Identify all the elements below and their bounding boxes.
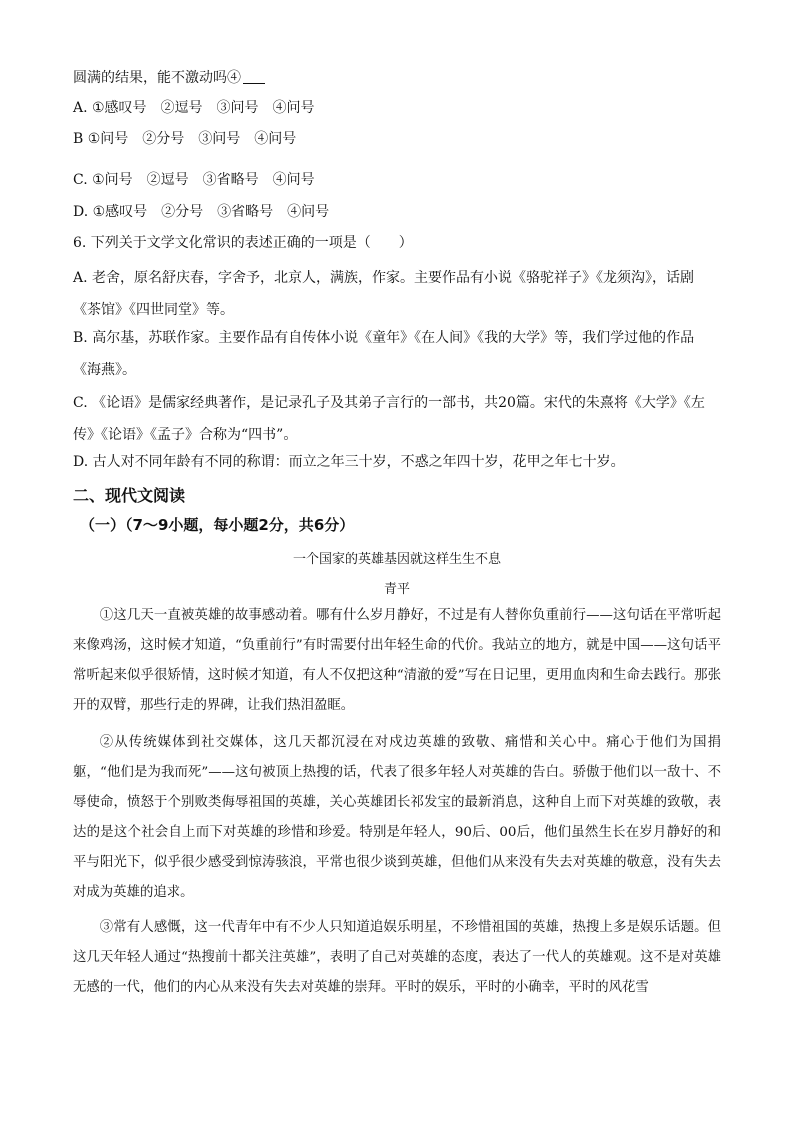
question-5-tail <box>73 68 721 88</box>
question-5-tail-text: 圆满的结果，能不激动吗④ <box>73 70 241 86</box>
option-5-b: B ①问号 ②分号 ③问号 ④问号 <box>73 131 297 147</box>
answer-blank <box>243 69 265 84</box>
option-5-d: D. ①感叹号 ②分号 ③省略号 ④问号 <box>73 204 330 220</box>
article-paragraph-3: ③常有人感慨，这一代青年中有不少人只知道追娱乐明星，不珍惜祖国的英雄，热搜上多是娱乐话题。但这几天年轻人通过“热搜前十都关注英雄”，表明了自己对英雄的态度，表达了一代人的英雄观。这不是对英雄无感的一代，他们的内心从来没有失去对英雄的崇拜。平时的娱乐，平时的小确幸，平时的风花雪 <box>73 920 721 995</box>
option-6-a: A. 老舍，原名舒庆春，字舍予，北京人，满族，作家。主要作品有小说《骆驼祥子》《龙须沟》，话剧《茶馆》《四世同堂》等。 <box>73 270 695 318</box>
question-6-stem: 6. 下列关于文学文化常识的表述正确的一项是（ ） <box>73 235 413 251</box>
option-6-d: D. 古人对不同年龄有不同的称谓：而立之年三十岁，不惑之年四十岁，花甲之年七十岁。 <box>73 454 625 470</box>
section-title: 二、现代文阅读 <box>73 486 186 505</box>
article-paragraph-2: ②从传统媒体到社交媒体，这几天都沉浸在对戍边英雄的致敬、痛惜和关心中。痛心于他们为国捐躯，“他们是为我而死”——这句被顶上热搜的话，代表了很多年轻人对英雄的告白。骄傲于他们以一敌十、不辱使命，愤怒于个别败类侮辱祖国的英雄，关心英雄团长祁发宝的最新消息，这种自上而下对英雄的致敬，表达的是这个社会自上而下对英雄的珍惜和珍爱。特别是年轻人，90后、00后，他们虽然生长在岁月静好的和平与阳光下，似乎很少感受到惊涛骇浪，平常也很少谈到英雄，但他们从来没有失去对英雄的敬意，没有失去对成为英雄的追求。 <box>73 735 721 900</box>
article-paragraph-1: ①这几天一直被英雄的故事感动着。哪有什么岁月静好，不过是有人替你负重前行——这句话在平常听起来像鸡汤，这时候才知道，“负重前行”有时需要付出年轻生命的代价。我站立的地方，就是中国——这句话平常听起来似乎很矫情，这时候才知道，有人不仅把这种“清澈的爱”写在日记里，更用血肉和生命去践行。那张开的双臂，那些行走的界碑，让我们热泪盈眶。 <box>73 608 721 713</box>
article-title: 一个国家的英雄基因就这样生生不息 <box>292 552 501 567</box>
option-5-a: A. ①感叹号 ②逗号 ③问号 ④问号 <box>73 100 315 116</box>
option-6-b: B. 高尔基，苏联作家。主要作品有自传体小说《童年》《在人间》《我的大学》等，我们学过他的作品《海燕》。 <box>73 330 695 378</box>
option-5-c: C. ①问号 ②逗号 ③省略号 ④问号 <box>73 172 315 188</box>
subsection-title: （一）（7～9小题，每小题2分，共6分） <box>80 516 355 534</box>
option-6-c: C. 《论语》是儒家经典著作，是记录孔子及其弟子言行的一部书，共20篇。宋代的朱熹将《大学》《左传》《论语》《孟子》合称为“四书”。 <box>73 395 705 443</box>
article-author: 青平 <box>383 582 410 597</box>
